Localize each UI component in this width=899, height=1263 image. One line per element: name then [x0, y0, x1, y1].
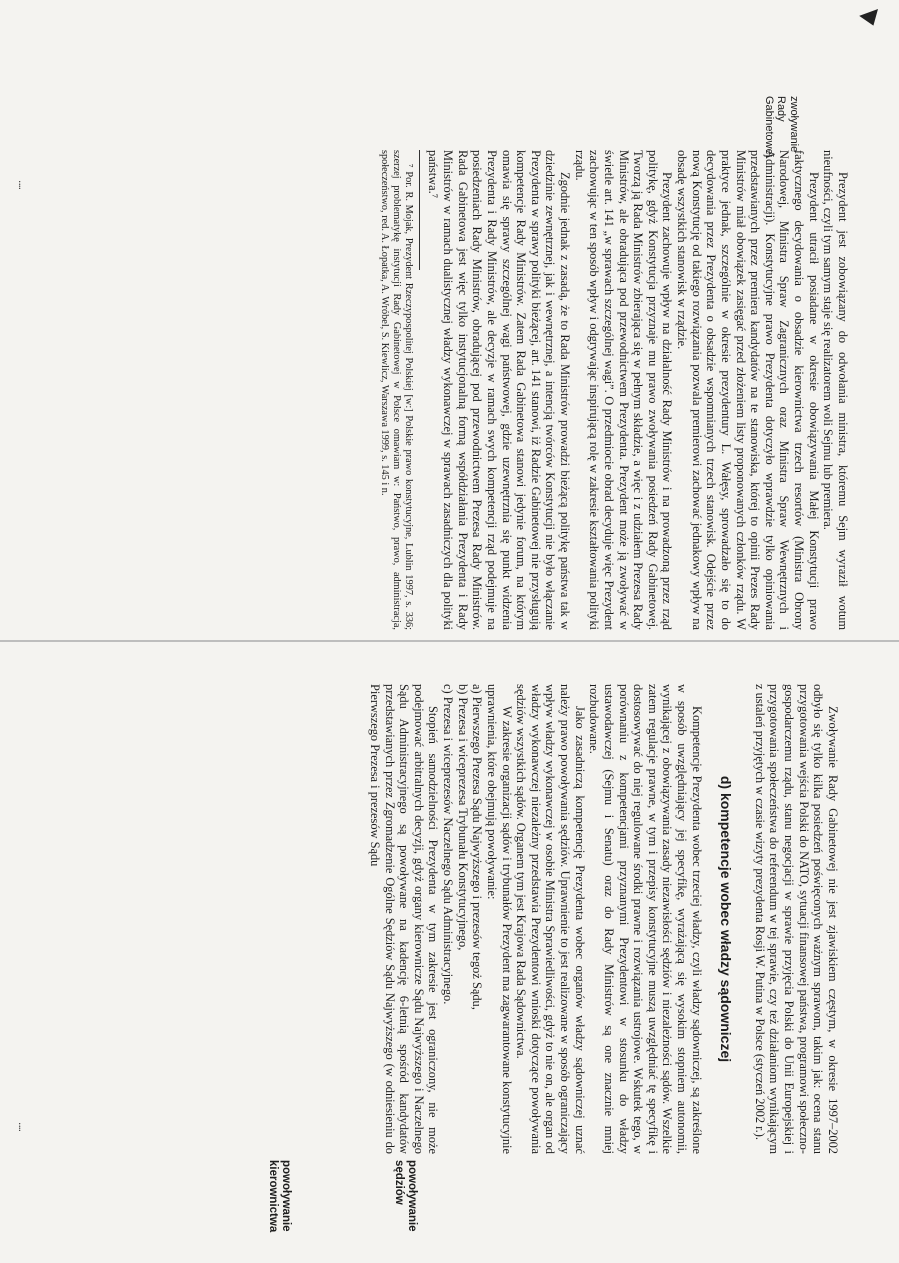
margin-note-line: powoływanie [406, 1160, 418, 1232]
paragraph: Zgodnie jednak z zasadą, że to Rada Ministrów prowadzi bieżącą politykę państwa tak w dziedzinie zewnętrznej, jak i wewnętrznej, a intencją twórców Konstytucji nie było włączanie Prezydenta w sprawy polityki bieżącej, art. 141 stanowi, iż Radzie Gabinetowej nie przysługują kompetencje Rady Ministrów. Zatem Rada Gabinetowa stanowi jedynie forum, na którym omawia się sprawy szczególnej wagi państwowej, gdzie uzewnętrznia się punkt widzenia Prezydenta i Rady Ministrów, ale decyzje w ramach swych kompetencji rząd podejmuje na posiedzeniach Rady Ministrów, obradującej pod przewodnictwem Prezesa Rady Ministrów. Rada Gabinetowa jest więc tylko instytucjonalną formą współdziałania Prezydenta i Rady Ministrów w ramach dualistycznej władzy wykonawczej w sprawach zasadniczych dla polityki państwa.⁷ [426, 150, 573, 630]
paragraph: Jako zasadniczą kompetencję Prezydenta wobec organów władzy sądowniczej uznać należy prawo powoływania sędziów. Uprawnienie to jest realizowane w sposób ograniczający wpływ władzy wykonawczej w osobie Ministra Sprawiedliwości, gdyż to nie on, ale organ od władzy wykonawczej niezależny przedstawia Prezydentowi wnioski dotyczące powoływania sędziów wszystkich sądów. Organem tym jest Krajowa Rada Sądownictwa. [514, 684, 587, 1154]
paragraph: Prezydent zachowuje wpływ na działalność Rady Ministrów i na prowadzoną przez rząd politykę, gdyż Konstytucja przyznaje mu prawo zwoływania posiedzeń Rady Gabinetowej. Tworzą ją Rada Ministrów zbierająca się w pełnym składzie, a więc i z udziałem Prezesa Rady Ministrów, ale obradująca pod przewodnictwem Prezydenta. Prezydent może ją zwoływać w świetle art. 141 „w sprawach szczególnej wagi”. O przedmiocie obrad decyduje więc Prezydent zachowując w ten sposób wpływ i odgrywając inspirującą rolę w zakresie kształtowania polityki rządu. [572, 150, 675, 630]
footnote-separator [419, 150, 420, 270]
scan-tick-mark: ⁞ [18, 1120, 22, 1134]
court-list [440, 684, 484, 1154]
margin-note-kierownictwa [266, 1160, 292, 1250]
footnote [377, 150, 413, 630]
margin-note-sedziow [392, 1160, 418, 1250]
margin-note-line: kierownictwa [266, 1160, 279, 1233]
corner-mark-icon [859, 9, 883, 29]
margin-note-line: zwoływanie [788, 96, 800, 153]
list-item: c) Prezesa i wiceprezesów Naczelnego Sądu Administracyjnego. [441, 684, 456, 1005]
margin-note-line: Gabinetowej [762, 96, 775, 158]
section-heading: d) kompetencje wobec władzy sądowniczej [718, 775, 735, 1063]
margin-note-line: Rady [775, 96, 788, 122]
paragraph: W zakresie organizacji sądów i trybunałów Prezydent ma zagwarantowane konstytucyjnie uprawnienia, które obejmują powoływanie: [484, 684, 514, 1154]
top-column [150, 150, 850, 630]
footnote-text: ⁷ Por. R. Mojak, Prezydent Rzeczypospolitej Polskiej [w:] Polskie prawo konstytucyjne, Lublin 1997, s. 336; szerzej problematykę instytucji Rady Gabinetowej w Polsce omawiam w: Państwo, prawo, administracja, społeczeństwo, red. A. Łopatka, A. Wróbel, S. Kiewlicz, Warszawa 1999, s. 145 i n. [378, 150, 414, 630]
paragraph: Prezydent jest zobowiązany do odwołania ministra, któremu Sejm wyraził wotum nieufności, czyli tym samym staje się realizatorem woli Sejmu lub premiera. [821, 150, 850, 630]
paragraph: Zwoływanie Rady Gabinetowej nie jest zjawiskiem częstym, w okresie 1997–2002 odbyło się tylko kilka posiedzeń poświęconych ważnym sprawom, takim jak: ocena stanu przygotowania wejścia Polski do NATO, sytuacji finansowej państwa, programowi społeczno-gospodarczemu rządu, stanu negocjacji w sprawie przyjęcia Polski do Unii Europejskiej i przygotowania społeczeństwa do referendum w tej sprawie, czy też działaniom wynikającym z ustaleń przyjętych w czasie wizyty prezydenta Rosji W. Putina w Polsce (styczeń 2002 r.). [752, 684, 840, 1154]
list-item: a) Pierwszego Prezesa Sądu Najwyższego i prezesów tegoż Sądu, [470, 684, 485, 1010]
scan-tick-mark: ⁞ [18, 178, 22, 192]
margin-note-line: powoływanie [280, 1160, 292, 1232]
list-item: b) Prezesa i wiceprezesa Trybunału Konstytucyjnego, [455, 684, 470, 951]
margin-note-rada-gabinetowa [762, 96, 800, 186]
page-fold-line [0, 640, 899, 642]
paragraph: Kompetencje Prezydenta wobec trzeciej władzy, czyli władzy sądowniczej, są zakreślone w sposób uwzględniający jej specyfikę, wyrażającą się wysokim stopniem autonomii, wynikającej z obowiązywania zasady niezawisłości sędziów i niezależności sądów. Wszelkie zatem regulacje prawne, w tym i przepisy konstytucyjne muszą uwzględniać tę specyfikę i dostosowywać do niej regulowane środki prawne i rozwiązania ustrojowe. Wskutek tego, w porównaniu z kompetencjami przyznanymi Prezydentowi w stosunku do władzy ustawodawczej (Sejmu i Senatu) oraz do Rady Ministrów są one znacznie mniej rozbudowane. [587, 684, 704, 1154]
bottom-column [45, 684, 840, 1154]
paragraph: Stopień samodzielności Prezydenta w tym zakresie jest ograniczony, nie może podejmować arbitralnych decyzji, gdyż organy kierownicze Sądu Najwyższego i Naczelnego Sądu Administracyjnego są powoływane na kadencję 6-letnią spośród kandydatów przedstawianych przez Zgromadzenie Ogólne Sędziów Sądu Najwyższego (w odniesieniu do Pierwszego Prezesa i prezesów Sądu [367, 684, 441, 1154]
margin-note-line: sędziów [392, 1160, 405, 1205]
paragraph: Prezydent utracił posiadane w okresie obowiązywania Małej Konstytucji prawo faktycznego decydowania o obsadzie kierownictwa trzech resortów (Ministra Obrony Narodowej, Ministra Spraw Zagranicznych oraz Ministra Spraw Wewnętrznych i Administracji). Konstytucyjne prawo Prezydenta dotyczyło wprawdzie tylko opiniowania przedstawianych przez premiera kandydatów na te stanowiska, której to opinii Prezes Rady Ministrów miał obowiązek zasięgać przed złożeniem listy proponowanych członków rządu. W praktyce jednak, szczególnie w okresie prezydentury L. Wałęsy, sprowadzało się to do decydowania przez Prezydenta o obsadzie wspomnianych trzech stanowisk. Odejście przez nową Konstytucję od takiego rozwiązania pozwala premierowi zachować jednakowy wpływ na obsadę wszystkich stanowisk w rządzie. [675, 150, 821, 630]
